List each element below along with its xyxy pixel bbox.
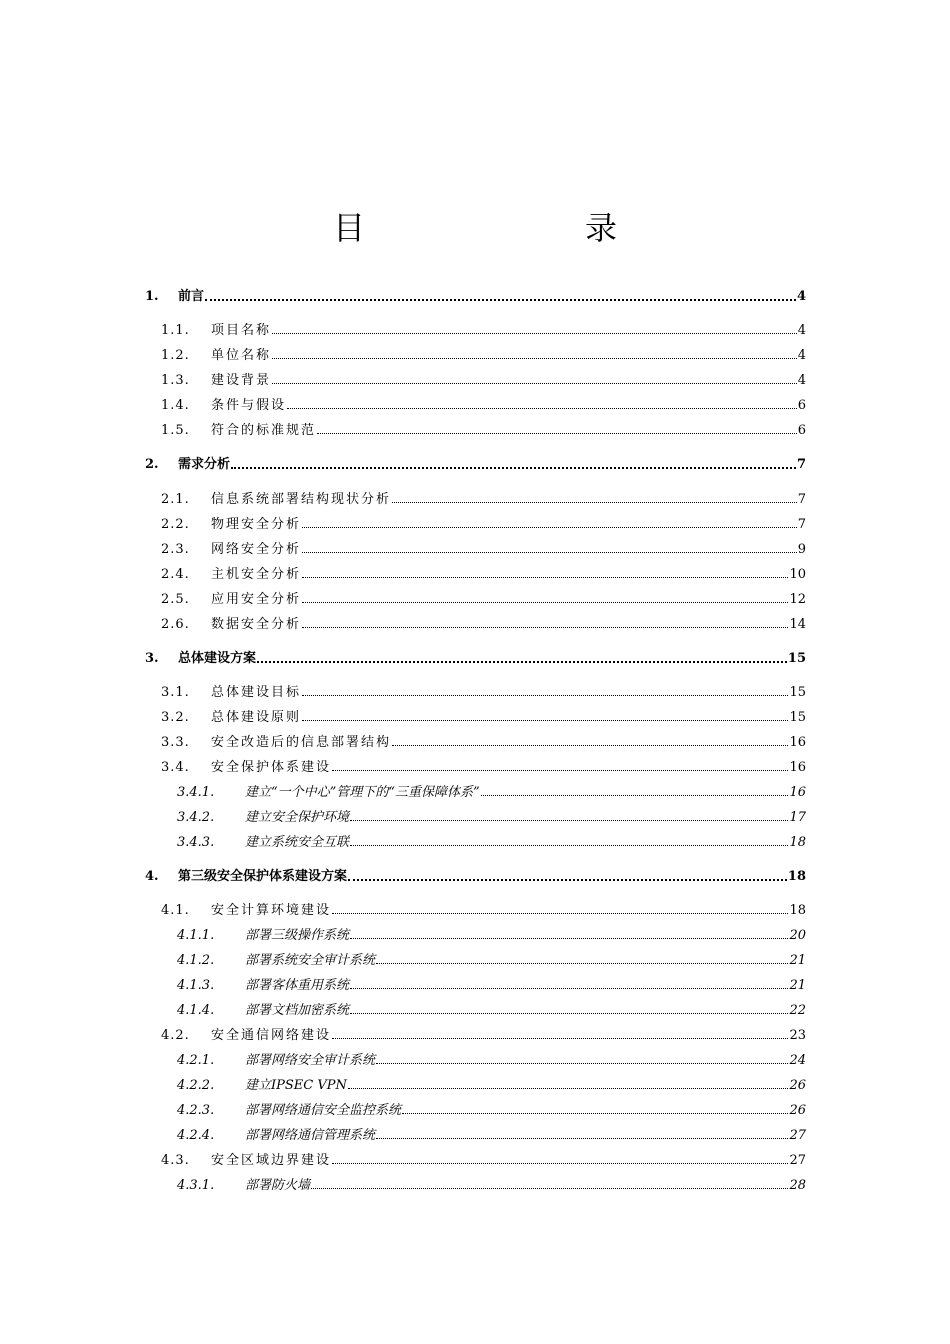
toc-entry-level-2[interactable] — [0, 540, 950, 560]
toc-entry-page-number: 27 — [789, 1128, 806, 1143]
toc-entry-label: 部署网络通信管理系统 — [245, 1128, 376, 1143]
toc-entry-level-2[interactable] — [0, 615, 950, 635]
toc-entry-level-1[interactable] — [0, 287, 950, 307]
toc-entry-number: 2.3. — [161, 542, 190, 557]
toc-entry-number: 4.2. — [161, 1028, 190, 1043]
toc-entry-label: 总体建设方案 — [178, 651, 257, 666]
toc-dot-leader — [272, 333, 797, 334]
toc-entry-number: 2.6. — [161, 617, 190, 632]
toc-entry-level-3[interactable] — [0, 1101, 950, 1121]
toc-entry-label: 需求分析 — [178, 457, 231, 472]
toc-entry-level-3[interactable] — [0, 783, 950, 803]
toc-entry-level-3[interactable] — [0, 976, 950, 996]
toc-entry-label: 安全通信网络建设 — [211, 1028, 332, 1043]
toc-entry-page-number: 12 — [789, 592, 806, 607]
toc-entry-number: 4.2.3. — [177, 1103, 215, 1118]
toc-entry-page-number: 7 — [796, 457, 806, 472]
toc-entry-level-2[interactable] — [0, 758, 950, 778]
toc-dot-leader — [392, 745, 788, 746]
toc-entry-level-2[interactable] — [0, 396, 950, 416]
toc-entry-label: 安全区域边界建设 — [211, 1153, 332, 1168]
toc-entry-level-2[interactable] — [0, 1151, 950, 1171]
toc-entry-number: 4. — [145, 869, 159, 884]
toc-entry-label: 部署防火墙 — [245, 1178, 311, 1193]
toc-entry-page-number: 20 — [789, 928, 806, 943]
toc-entry-label: 第三级安全保护体系建设方案 — [178, 869, 348, 884]
toc-entry-label: 前言 — [178, 289, 205, 304]
toc-entry-number: 4.1.4. — [177, 1003, 215, 1018]
toc-entry-level-2[interactable] — [0, 1026, 950, 1046]
toc-entry-label: 安全计算环境建设 — [211, 903, 332, 918]
toc-entry-page-number: 28 — [789, 1178, 806, 1193]
toc-entry-label: 网络安全分析 — [211, 542, 302, 557]
toc-dot-leader — [332, 1163, 788, 1164]
toc-entry-level-2[interactable] — [0, 346, 950, 366]
toc-entry-number: 2.2. — [161, 517, 190, 532]
toc-entry-number: 2.5. — [161, 592, 190, 607]
toc-entry-label: 项目名称 — [211, 323, 272, 338]
toc-entry-page-number: 14 — [789, 617, 806, 632]
toc-entry-page-number: 26 — [789, 1103, 806, 1118]
toc-dot-leader — [302, 602, 788, 603]
toc-entry-number: 4.3. — [161, 1153, 190, 1168]
toc-entry-level-3[interactable] — [0, 951, 950, 971]
toc-entry-number: 1.4. — [161, 398, 190, 413]
toc-entry-number: 3.4.1. — [177, 785, 215, 800]
toc-entry-page-number: 4 — [796, 289, 806, 304]
toc-entry-label: 单位名称 — [211, 348, 272, 363]
toc-entry-number: 3.1. — [161, 685, 190, 700]
toc-dot-leader — [332, 913, 788, 914]
toc-entry-number: 4.1. — [161, 903, 190, 918]
toc-dot-leader — [402, 1113, 788, 1114]
toc-dot-leader — [205, 299, 796, 301]
toc-entry-level-2[interactable] — [0, 371, 950, 391]
toc-dot-leader — [257, 661, 787, 663]
toc-entry-label: 部署网络安全审计系统 — [245, 1053, 376, 1068]
toc-entry-label: 物理安全分析 — [211, 517, 302, 532]
toc-entry-page-number: 16 — [789, 735, 806, 750]
toc-entry-number: 3.4. — [161, 760, 190, 775]
toc-entry-page-number: 4 — [797, 323, 806, 338]
toc-dot-leader — [302, 720, 788, 721]
toc-entry-label: 建立“一个中心”管理下的“三重保障体系” — [245, 785, 480, 800]
toc-entry-level-2[interactable] — [0, 708, 950, 728]
toc-entry-level-1[interactable] — [0, 455, 950, 475]
toc-entry-number: 2.1. — [161, 492, 190, 507]
toc-dot-leader — [317, 433, 797, 434]
toc-entry-number: 4.1.2. — [177, 953, 215, 968]
toc-entry-page-number: 18 — [789, 835, 806, 850]
toc-entry-page-number: 7 — [797, 517, 806, 532]
toc-entry-level-3[interactable] — [0, 833, 950, 853]
toc-entry-label: 部署网络通信安全监控系统 — [245, 1103, 402, 1118]
toc-entry-page-number: 7 — [797, 492, 806, 507]
toc-entry-page-number: 18 — [787, 869, 806, 884]
toc-entry-page-number: 15 — [787, 651, 806, 666]
toc-entry-label: 应用安全分析 — [211, 592, 302, 607]
toc-entry-label: 条件与假设 — [211, 398, 287, 413]
toc-dot-leader — [302, 577, 788, 578]
toc-entry-page-number: 10 — [789, 567, 806, 582]
toc-entry-label: 信息系统部署结构现状分析 — [211, 492, 392, 507]
toc-entry-page-number: 18 — [789, 903, 806, 918]
toc-entry-level-3[interactable] — [0, 1076, 950, 1096]
toc-entry-label: 总体建设目标 — [211, 685, 302, 700]
toc-entry-number: 4.2.1. — [177, 1053, 215, 1068]
toc-entry-page-number: 4 — [797, 373, 806, 388]
toc-entry-level-2[interactable] — [0, 901, 950, 921]
toc-entry-level-2[interactable] — [0, 321, 950, 341]
toc-entry-level-2[interactable] — [0, 683, 950, 703]
toc-entry-label: 建立系统安全互联 — [245, 835, 350, 850]
toc-entry-number: 3. — [145, 651, 159, 666]
toc-entry-number: 4.1.1. — [177, 928, 215, 943]
toc-entry-level-2[interactable] — [0, 490, 950, 510]
toc-entry-number: 1.1. — [161, 323, 190, 338]
toc-entry-page-number: 16 — [789, 785, 806, 800]
toc-entry-page-number: 6 — [797, 398, 806, 413]
toc-entry-number: 1.2. — [161, 348, 190, 363]
toc-dot-leader — [311, 1188, 788, 1189]
toc-entry-label: 主机安全分析 — [211, 567, 302, 582]
toc-dot-leader — [302, 695, 788, 696]
toc-entry-number: 3.4.2. — [177, 810, 215, 825]
toc-entry-label: 建立安全保护环境 — [245, 810, 350, 825]
toc-entry-level-2[interactable] — [0, 421, 950, 441]
toc-entry-level-3[interactable] — [0, 1051, 950, 1071]
toc-dot-leader — [350, 1013, 788, 1014]
toc-entry-level-3[interactable] — [0, 1126, 950, 1146]
toc-dot-leader — [302, 527, 797, 528]
toc-entry-label: 建立IPSEC VPN — [245, 1078, 347, 1093]
toc-entry-label: 安全改造后的信息部署结构 — [211, 735, 392, 750]
toc-dot-leader — [481, 795, 788, 796]
toc-entry-label: 建设背景 — [211, 373, 272, 388]
toc-entry-level-1[interactable] — [0, 649, 950, 669]
toc-entry-page-number: 21 — [789, 953, 806, 968]
toc-entry-level-2[interactable] — [0, 515, 950, 535]
toc-entry-level-3[interactable] — [0, 1001, 950, 1021]
toc-dot-leader — [376, 963, 788, 964]
toc-entry-page-number: 27 — [789, 1153, 806, 1168]
toc-entry-level-2[interactable] — [0, 590, 950, 610]
toc-dot-leader — [332, 770, 788, 771]
toc-entry-label: 安全保护体系建设 — [211, 760, 332, 775]
toc-dot-leader — [231, 467, 796, 469]
toc-entry-level-2[interactable] — [0, 565, 950, 585]
toc-entry-number: 1. — [145, 289, 159, 304]
toc-dot-leader — [272, 383, 797, 384]
toc-entry-number: 4.2.4. — [177, 1128, 215, 1143]
toc-dot-leader — [350, 988, 788, 989]
toc-entry-level-3[interactable] — [0, 808, 950, 828]
toc-entry-label: 总体建设原则 — [211, 710, 302, 725]
toc-entry-label: 数据安全分析 — [211, 617, 302, 632]
toc-dot-leader — [287, 408, 797, 409]
toc-entry-page-number: 17 — [789, 810, 806, 825]
toc-entry-number: 1.5. — [161, 423, 190, 438]
toc-entry-number: 4.3.1. — [177, 1178, 215, 1193]
toc-dot-leader — [272, 358, 797, 359]
toc-entry-level-3[interactable] — [0, 926, 950, 946]
toc-entry-label: 部署系统安全审计系统 — [245, 953, 376, 968]
toc-dot-leader — [392, 502, 797, 503]
toc-dot-leader — [348, 879, 787, 881]
toc-dot-leader — [376, 1063, 788, 1064]
toc-entry-page-number: 16 — [789, 760, 806, 775]
toc-entry-number: 2. — [145, 457, 159, 472]
toc-entry-label: 部署文档加密系统 — [245, 1003, 350, 1018]
toc-entry-number: 2.4. — [161, 567, 190, 582]
toc-dot-leader — [350, 938, 788, 939]
toc-entry-page-number: 4 — [797, 348, 806, 363]
toc-entry-page-number: 26 — [789, 1078, 806, 1093]
toc-entry-number: 1.3. — [161, 373, 190, 388]
toc-dot-leader — [302, 552, 797, 553]
toc-dot-leader — [348, 1088, 788, 1089]
toc-entry-number: 3.2. — [161, 710, 190, 725]
toc-entry-number: 3.3. — [161, 735, 190, 750]
toc-dot-leader — [350, 845, 788, 846]
toc-entry-page-number: 15 — [789, 710, 806, 725]
toc-entry-page-number: 6 — [797, 423, 806, 438]
toc-entry-number: 4.1.3. — [177, 978, 215, 993]
toc-entry-page-number: 21 — [789, 978, 806, 993]
toc-entry-label: 符合的标准规范 — [211, 423, 317, 438]
toc-entry-number: 3.4.3. — [177, 835, 215, 850]
toc-entry-page-number: 23 — [789, 1028, 806, 1043]
toc-entry-page-number: 24 — [789, 1053, 806, 1068]
toc-entry-label: 部署客体重用系统 — [245, 978, 350, 993]
toc-dot-leader — [332, 1038, 788, 1039]
toc-entry-number: 4.2.2. — [177, 1078, 215, 1093]
toc-entry-label: 部署三级操作系统 — [245, 928, 350, 943]
toc-entry-page-number: 9 — [797, 542, 806, 557]
toc-dot-leader — [350, 820, 788, 821]
toc-entry-level-2[interactable] — [0, 733, 950, 753]
toc-entry-page-number: 15 — [789, 685, 806, 700]
toc-entry-level-3[interactable] — [0, 1176, 950, 1196]
toc-entry-page-number: 22 — [789, 1003, 806, 1018]
toc-entry-level-1[interactable] — [0, 867, 950, 887]
toc-title: 目 录 — [332, 209, 669, 247]
toc-dot-leader — [302, 627, 788, 628]
toc-dot-leader — [376, 1138, 788, 1139]
